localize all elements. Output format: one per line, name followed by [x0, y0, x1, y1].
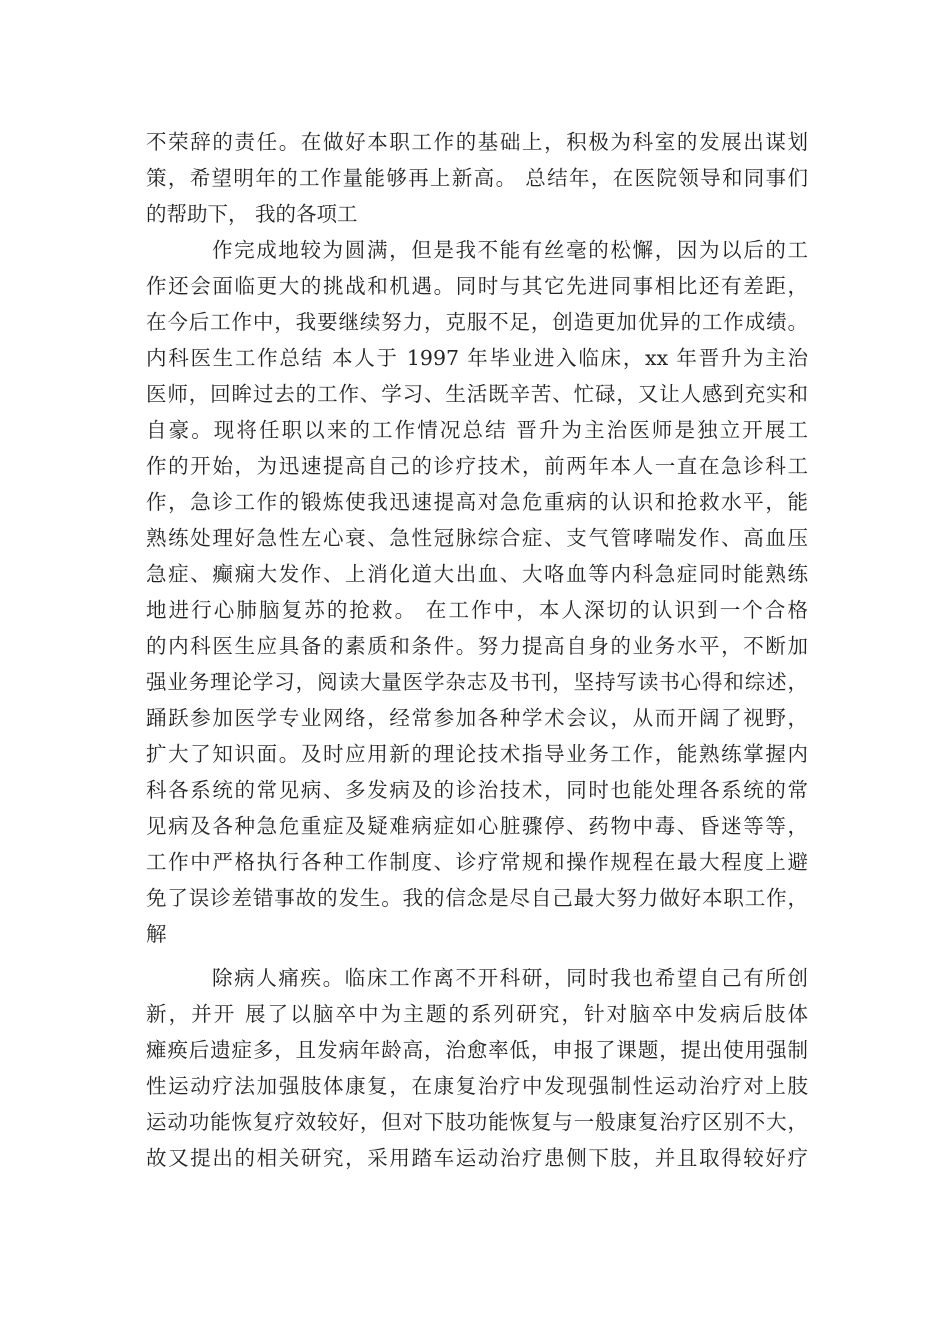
text-line: 扩大了知识面。及时应用新的理论技术指导业务工作，能熟练掌握内 [146, 742, 808, 766]
text-line: 不荣辞的责任。在做好本职工作的基础上，积极为科室的发展出谋划 [146, 130, 808, 154]
text-line: 作，急诊工作的锻炼使我迅速提高对急危重病的认识和抢救水平，能 [146, 490, 808, 514]
text-line: 熟练处理好急性左心衰、急性冠脉综合症、支气管哮喘发作、高血压 [146, 526, 808, 550]
text-line: 运动功能恢复疗效较好，但对下肢功能恢复与一般康复治疗区别不大， [146, 1110, 808, 1134]
text-line: 见病及各种急危重症及疑难病症如心脏骤停、药物中毒、昏迷等等， [146, 814, 808, 838]
text-line: 故又提出的相关研究，采用踏车运动治疗患侧下肢，并且取得较好疗 [146, 1146, 808, 1170]
text-line: 内科医生工作总结 本人于 1997 年毕业进入临床，xx 年晋升为主治 [146, 346, 808, 370]
text-line: 除病人痛疾。临床工作离不开科研，同时我也希望自己有所创 [212, 966, 808, 990]
text-line: 的帮助下， 我的各项工 [146, 202, 358, 226]
text-line: 性运动疗法加强肢体康复，在康复治疗中发现强制性运动治疗对上肢 [146, 1074, 808, 1098]
text-line: 作完成地较为圆满，但是我不能有丝毫的松懈，因为以后的工 [212, 238, 808, 262]
text-line: 自豪。现将任职以来的工作情况总结 晋升为主治医师是独立开展工 [146, 418, 808, 442]
text-line: 踊跃参加医学专业网络，经常参加各种学术会议，从而开阔了视野， [146, 706, 808, 730]
text-line: 作的开始，为迅速提高自己的诊疗技术，前两年本人一直在急诊科工 [146, 454, 808, 478]
paragraph-1 [146, 124, 808, 232]
text-line: 策，希望明年的工作量能够再上新高。 总结年，在医院领导和同事们 [146, 166, 808, 190]
text-line: 的内科医生应具备的素质和条件。努力提高自身的业务水平，不断加 [146, 634, 808, 658]
text-line: 强业务理论学习，阅读大量医学杂志及书刊，坚持写读书心得和综述， [146, 670, 808, 694]
text-line: 急症、癫痫大发作、上消化道大出血、大咯血等内科急症同时能熟练 [146, 562, 808, 586]
text-line: 解 [146, 922, 167, 946]
paragraph-2 [146, 232, 808, 952]
text-line: 医师，回眸过去的工作、学习、生活既辛苦、忙碌，又让人感到充实和 [146, 382, 808, 406]
text-line: 科各系统的常见病、多发病及的诊治技术，同时也能处理各系统的常 [146, 778, 808, 802]
text-line: 瘫痪后遗症多，且发病年龄高，治愈率低，申报了课题，提出使用强制 [146, 1038, 808, 1062]
text-line: 地进行心肺脑复苏的抢救。 在工作中，本人深切的认识到一个合格 [146, 598, 808, 622]
text-line: 在今后工作中，我要继续努力，克服不足，创造更加优异的工作成绩。 [146, 310, 808, 334]
text-line: 新，并开 展了以脑卒中为主题的系列研究，针对脑卒中发病后肢体 [146, 1002, 808, 1026]
text-line: 免了误诊差错事故的发生。我的信念是尽自己最大努力做好本职工作， [146, 886, 808, 910]
text-line: 作还会面临更大的挑战和机遇。同时与其它先进同事相比还有差距， [146, 274, 808, 298]
paragraph-3 [146, 960, 808, 1176]
text-line: 工作中严格执行各种工作制度、诊疗常规和操作规程在最大程度上避 [146, 850, 808, 874]
